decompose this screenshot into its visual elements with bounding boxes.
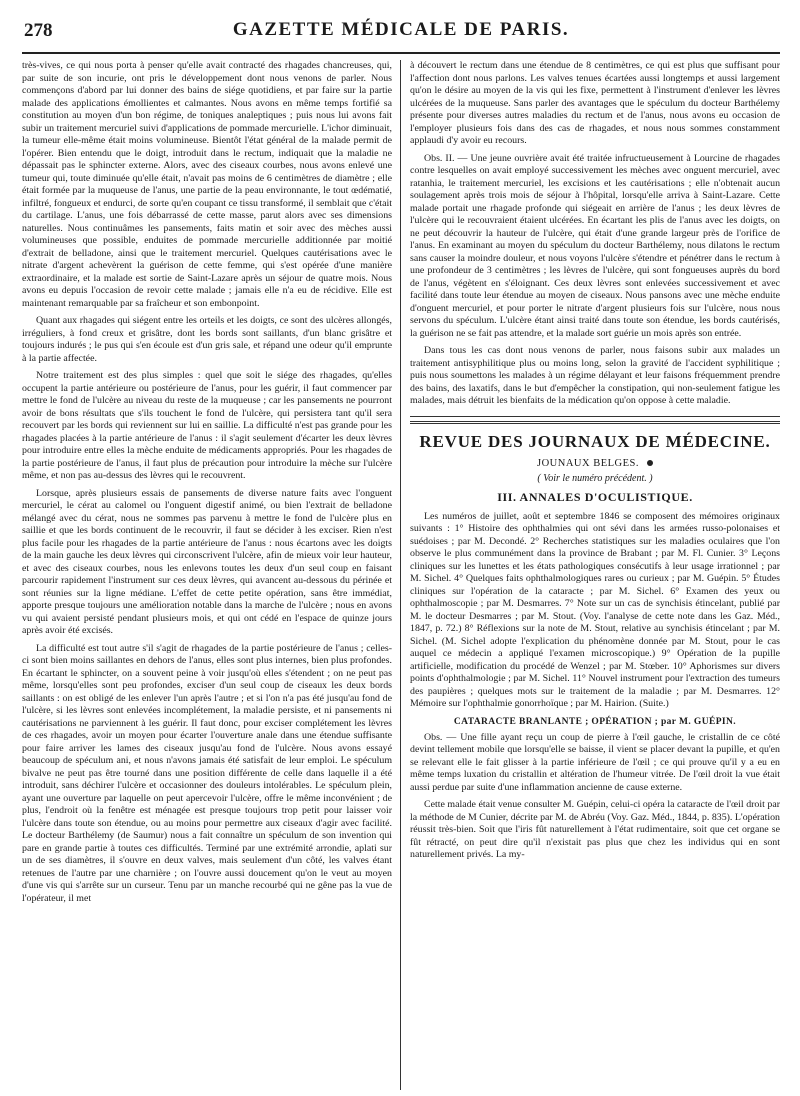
section-title: III. ANNALES D'OCULISTIQUE. (497, 489, 693, 504)
paragraph: Dans tous les cas dont nous venons de parler, nous faisons subir aux malades un traitement antisyphilitique plus ou moins long, selon la gravité de l'accident syphilitique ; puis nous soumettons les malades à un régime délayant et leur faisons fréquemment prendre des bains, des laxatifs, dans le but d'empêcher la constipation, qui non-seulement fatigue les malades, mais détruit les bienfaits de la médication qu'on oppose à cette maladie. (410, 345, 780, 406)
running-title: GAZETTE MÉDICALE DE PARIS. (232, 19, 570, 40)
bullet-icon (647, 460, 653, 466)
newspaper-page (22, 8, 780, 1090)
paragraph: La difficulté est tout autre s'il s'agit de rhagades de la partie postérieure de l'anus ; celles-ci sont bien moins saillantes en dehors de l'anus, elles sont plus internes, bien plus profondes. En écartant le sphincter, on a souvent peine à voir jusqu'où elles s'étendent ; on ne peut pas même, lorsqu'elles sont peu profondes, exciser d'un seul coup de ciseaux les deux bords saillants : on est obligé de les enlever l'un après l'autre ; et si l'on n'a pas été jusqu'au fond de l'ulcère, si les lèvres sont enlevées incomplétement, la maladie persiste, et ni pansements ni cautérisations ne parviennent à les guérir. Il faut donc, pour exciser complétement les lèvres de ces rhagades, avoir un moyen pour écarter l'ouverture anale dans une étendue suffisante pour faire arriver les lames des ciseaux jusqu'au fond de l'ulcère. Nous avons essayé beaucoup de spéculum ani, et nous n'avons jamais été satisfait de leur emploi. Le spéculum bivalve ne peut pas être tourné dans une position différente de celle dans laquelle il a été introduit, sans déchirer l'ulcère et occasionner des douleurs intolérables. Le spéculum plein, ayant une ouverture par laquelle on peut apercevoir l'ulcère, offre le même inconvénient ; de plus, l'endroit où la fenêtre est ménagée est presque toujours trop petit pour laisser voir l'ulcère dans toute son étendue, ou au moins pour permettre aux ciseaux d'agir avec facilité. Le docteur Barthélemy (de Saumur) nous a fait connaître un spéculum de son invention qui pare en grande partie à toutes ces difficultés. Terminé par une extrémité arrondie, aplati sur un de ses diamètres, il s'ouvre en deux valves, mais seulement d'un côté, les valves étant retenues de l'autre par une charnière ; on l'ouvre aussi doucement qu'on le veut au moyen d'une vis qui s'arrête sur un curseur. Tenu par un manche recourbé qui ne gêne pas la vue de l'opérateur, il met (22, 642, 392, 904)
observation-paragraph: Obs. — Une fille ayant reçu un coup de pierre à l'œil gauche, le cristallin de ce côté devint tellement mobile que lorsqu'elle se baisse, il vient se placer devant la pupille, et qu'en se relevant elle le fait glisser à la partie inférieure de l'œil ; ce qui prouve qu'il y a eu en même temps luxation du cristallin et altération de l'humeur vitrée. De l'œil droit la vue était aussi perdue par suite d'une inflammation ancienne de cause externe. (410, 731, 780, 793)
page-number: 278 (24, 20, 53, 41)
review-intro: Les numéros de juillet, août et septembre 1846 se composent des mémoires originaux suivants : 1° Histoire des ophthalmies qui ont sévi dans les armées russo-polonaises et suédoises ; par M. Decondé. 2° Recherches statistiques sur les maladies oculaires que l'on observe le plus communément dans la province de Brabant ; par M. Fl. Cunier. 3° Leçons cliniques sur les lunettes et les états pathologiques consécutifs à leur usage irrationnel ; par M. Sichel. 4° Quelques faits ophthalmologiques rares ou curieux ; par M. Guépin. 5° Études cliniques sur l'opération de la cataracte ; par M. Sichel. 6° Examen des yeux ou ophthalmoscopie ; par M. Desmarres. 7° Note sur un cas de synchisis étincelant, publié par M. le docteur Desmarres ; par M. Stout. (Voy. l'analyse de cette note dans les Gaz. Méd., 1847, p. 72.) 8° Réflexions sur la note de M. Stout, relative au synchisis étincelant ; par M. Sichel. (M. Sichel adopte l'explication du phénomène donnée par M. Stout, pour le cas auquel ce médecin a appliqué l'examen microscopique.) 9° Opération de la pupille artificielle, modification du procédé de Wenzel ; par M. Stœber. 10° Aphorismes sur divers points d'ophthalmologie ; par M. Sichel. 11° Nouvel instrument pour l'extraction des tumeurs des paupières ; quelques mots sur le traitement de la maladie ; par M. Desmarres. 12° Mémoire sur l'ophthalmie gonorrhoïque ; par M. Hairion. (Suite.) (410, 510, 780, 709)
page-header (22, 8, 780, 54)
right-column (410, 60, 780, 1090)
review-title: REVUE DES JOURNAUX DE MÉDECINE. (419, 431, 771, 451)
paragraph: Notre traitement est des plus simples : quel que soit le siége des rhagades, qu'elles occupent la partie antérieure ou postérieure de l'anus, pour les guérir, il faut commencer par mettre le fond de l'ulcère au niveau du reste de la muqueuse ; car les pansements ne pourront avoir de bons résultats que s'ils touchent le fond de l'ulcère, qui persistera tant qu'il sera recouvert par les bords qui reviennent sur lui en saillie. La difficulté n'est pas grande pour les rhagades placées à la partie antérieure de l'anus : il s'agit seulement d'écarter les deux lèvres pour introduire entre elles la mèche enduite de médicaments appropriés. Pour les rhagades de la partie postérieure de l'anus, il faut plus de précaution pour introduire la mèche sur l'ulcère même, et non pas au-dessus des lèvres qui le recouvrent. (22, 370, 392, 481)
column-divider (400, 60, 401, 1090)
article-title: CATARACTE BRANLANTE ; OPÉRATION ; par M. GUÉPIN. (453, 716, 737, 727)
paragraph: Cette malade était venue consulter M. Guépin, celui-ci opéra la cataracte de l'œil droit par la méthode de M Cunier, décrite par M. de Abréu (Voy. Gaz. Méd., 1844, p. 835). L'opération réussit très-bien. Soit que l'iris fût naturellement à l'état rudimentaire, soit que cet organe se fût rétracté, on peut dire qu'il n'existait pas plus que chez les individus qui en sont naturellement privés. La my- (410, 799, 780, 860)
observation-paragraph: Obs. II. — Une jeune ouvrière avait été traitée infructueusement à Lourcine de rhagades contre lesquelles on avait employé successivement les mèches avec onguent mercuriel, avec ratanhia, le traitement mercuriel, les excisions et les cautérisations ; elle n'obtenait aucun soulagement après trois mois de séjour à l'hôpital, lorsqu'elle arriva à Saint-Lazare. Cette malade portait une rhagade profonde qui siégeait en arrière de l'anus ; les deux lèvres de l'ulcère qui le recouvraient étaient ulcérées. En écartant les plis de l'anus avec les doigts, on ne peut découvrir la hauteur de l'ulcère, qui était d'une grande largeur près de l'orifice de l'anus. En examinant au moyen du spéculum du docteur Barthélemy, nous dilatons le rectum sans causer la moindre douleur, et nous voyons l'ulcère s'étendre et pénétrer dans le rectum à une profondeur de 3 centimètres ; les lèvres de l'ulcère, qui sont fongueuses auprès du bord de l'anus, végètent en s'éloignant. Ces deux lèvres sont enlevées successivement et avec facilité dans toute leur étendue au moyen de ciseaux. Nous pansons avec une mèche enduite d'onguent mercuriel, et pour porter le nitrate d'argent plusieurs fois sur l'ulcère, nous nous servons du spéculum. L'ulcère étant ainsi traité dans toute son étendue, les bords cautérisés, la guérison ne se fait pas attendre, et la malade sort guérie un mois après son entrée. (410, 152, 780, 339)
paragraph: Quant aux rhagades qui siégent entre les orteils et les doigts, ce sont des ulcères allongés, irréguliers, à fond creux et grisâtre, dont les bords sont saillants, d'un blanc grisâtre et toujours indurés ; le pus qui s'en écoule est d'un gris sale, et répand une odeur qu'il emprunte à la partie affectée. (22, 315, 392, 364)
paragraph: à découvert le rectum dans une étendue de 8 centimètres, ce qui est plus que suffisant pour l'affection dont nous parlons. Les valves tenues écartées aussi longtemps et aussi largement qu'on le désire au moyen de la vis qui les fixe, permettent à l'instrument d'enlever les lèvres ulcérées de la muqueuse. Sans parler des avantages que le spéculum du docteur Barthélemy présente pour diverses autres maladies du rectum et de l'anus, nous avons eu occasion de l'employer plusieurs fois dans des cas de rhagades, et nous nous sommes constamment applaudi d'y avoir eu recours. (410, 60, 780, 146)
review-subtitle-text: JOUNAUX BELGES. (537, 457, 639, 469)
section-divider (410, 416, 780, 417)
paragraph: très-vives, ce qui nous porta à penser qu'elle avait contracté des rhagades chancreuses, qui, par suite de son incurie, ont pris le développement dont nous venons de parler. Nous commençons d'abord par lui donner des bains de siége quotidiens, et par faire sur la partie malade des applications émollientes et calmantes. Nous avons en même temps fortifié sa constitution au moyen d'un bon régime, de toniques analeptiques ; puis nous lui avons fait subir un traitement mercuriel suivi d'applications de pommade mercurielle. L'ichor diminuait, la tumeur elle-même était moins volumineuse. Bientôt l'état général de la malade permit de l'opérer. Bien entendu que le doigt, introduit dans le rectum, indiquait que la maladie ne dépassait pas le sphincter externe. Alors, avec des ciseaux courbes, nous avons enlevé une tumeur qui, toute diminuée qu'elle était, n'avait pas moins de 6 centimètres de diamètre ; elle était formée par la muqueuse de l'anus, une partie de la peau environnante, le tout œdématié, infiltré, fongueux et endurci, de sorte qu'en coupant ce tissu transformé, il semblait que c'était du cartilage. L'anus, une fois débarrassé de cette masse, parut alors avec ses dimensions naturelles. Nous continuâmes les pansements, faits matin et soir avec des mèches aussi volumineuses que possible, enduites de pommade mercurielle additionnée par moitié d'extrait de belladone, ainsi que le traitement mercuriel. Quelques cautérisations avec le nitrate d'argent achevèrent la guérison de cette femme, qui s'est opérée d'une manière extraordinaire, et la malade est sortie de Saint-Lazare après un séjour de quatre mois. Nous avons eu depuis l'occasion de revoir cette malade ; jamais elle n'a eu de récidive. Elle est maintenant remarquable par sa fraîcheur et son embonpoint. (22, 60, 392, 309)
review-note: ( Voir le numéro précédent. ) (537, 472, 653, 484)
text-columns (22, 60, 780, 1090)
left-column (22, 60, 392, 1090)
paragraph: Lorsque, après plusieurs essais de pansements de diverse nature faits avec l'onguent mercuriel, le cérat au calomel ou l'onguent digestif animé, ou bien l'extrait de belladone mélangé avec du cérat, nous ne sommes pas parvenu à mettre le fond de l'ulcère plus en saillie et que les bords continuent de le recouvrir, il faut se décider à les exciser. Rien n'est plus facile pour les rhagades de la partie antérieure de l'anus : nous écartons avec les doigts de la main gauche les deux lèvres qui circonscrivent l'ulcère, afin de mieux voir leur hauteur, et avec des ciseaux courbes, nous les enlevons toutes les deux d'un seul coup en faisant parcourir rapidement l'instrument sur ces deux lèvres, qui avancent au-dessous du périnée et sont réunies sur la ligne médiane. L'effet de cette petite opération, sans être immédiat, apporte presque toujours une amélioration notable dans la marche de l'ulcère ; nous en avons vu qui avaient persisté pendant plusieurs mois, et qui ont cédé en l'espace de quinze jours après avoir été excisés. (22, 487, 392, 636)
section-divider-double (410, 421, 780, 424)
review-subtitle (410, 458, 780, 469)
